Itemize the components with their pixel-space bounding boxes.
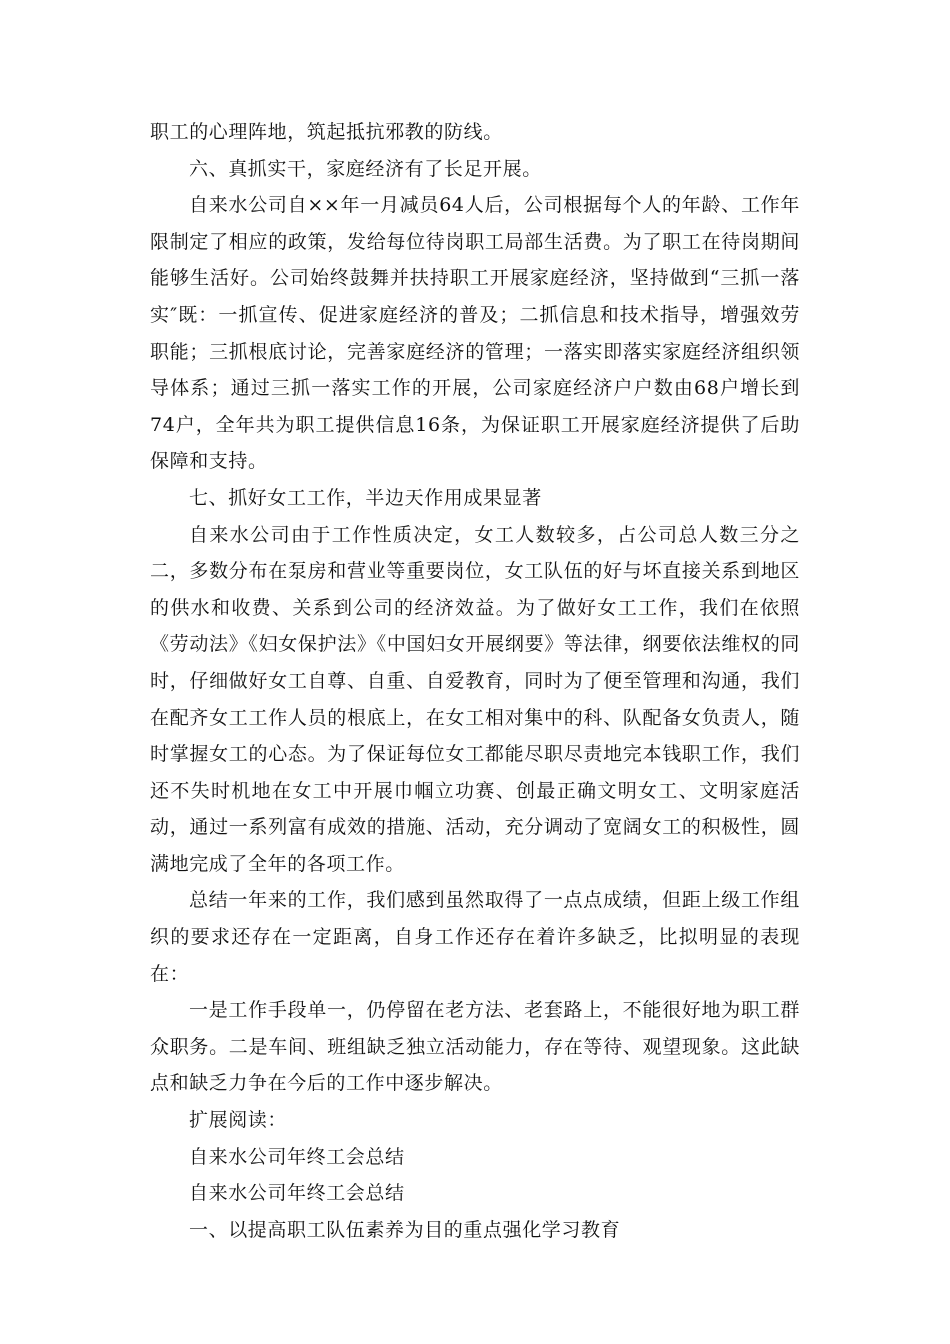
section-heading-seven: 七、抓好女工工作，半边天作用成果显著 — [189, 486, 542, 509]
related-title-2: 自来水公司年终工会总结 — [189, 1182, 405, 1205]
paragraph-summary: 总结一年来的工作，我们感到虽然取得了一点点成绩，但距上级工作组织的要求还存在一定距离，自身工作还存在着许多缺乏，比拟明显的表现在： — [150, 889, 800, 985]
paragraph-family-economy: 自来水公司自××年一月减员64人后，公司根据每个人的年龄、工作年限制定了相应的政策，发给每位待岗职工局部生活费。为了职工在待岗期间能够生活好。公司始终鼓舞并扶持职工开展家庭经济，坚持做到“三抓一落实″既：一抓宣传、促进家庭经济的普及；二抓信息和技术指导，增强效劳职能；三抓根底讨论，完善家庭经济的管理；一落实即落实家庭经济组织领导体系；通过三抓一落实工作的开展，公司家庭经济户户数由68户增长到74户，全年共为职工提供信息16条，为保证职工开展家庭经济提供了后助保障和支持。 — [150, 194, 800, 473]
paragraph-female-workers: 自来水公司由于工作性质决定，女工人数较多，占公司总人数三分之二，多数分布在泵房和营业等重要岗位，女工队伍的好与坏直接关系到地区的供水和收费、关系到公司的经济效益。为了做好女工工作，我们在依照《劳动法》《妇女保护法》《中国妇女开展纲要》等法律，纲要依法维权的同时，仔细做好女工自尊、自重、自爱教育，同时为了便至管理和沟通，我们在配齐女工工作人员的根底上，在女工相对集中的科、队配备女负责人，随时掌握女工的心态。为了保证每位女工都能尽职尽责地完本钱职工作，我们还不失时机地在女工中开展巾帼立功赛、创最正确文明女工、文明家庭活动，通过一系列富有成效的措施、活动，充分调动了宽阔女工的积极性，圆满地完成了全年的各项工作。 — [150, 523, 800, 875]
section-heading-one: 一、以提高职工队伍素养为目的重点强化学习教育 — [189, 1218, 621, 1241]
related-title-1: 自来水公司年终工会总结 — [189, 1145, 405, 1168]
document-body — [150, 114, 800, 1248]
paragraph-shortcomings: 一是工作手段单一，仍停留在老方法、老套路上，不能很好地为职工群众职务。二是车间、班组缺乏独立活动能力，存在等待、观望现象。这此缺点和缺乏力争在今后的工作中逐步解决。 — [150, 999, 800, 1095]
section-heading-six: 六、真抓实干，家庭经济有了长足开展。 — [189, 157, 542, 180]
extended-reading-label: 扩展阅读： — [189, 1109, 288, 1132]
paragraph-continuation: 职工的心理阵地，筑起抵抗邪教的防线。 — [150, 121, 503, 143]
